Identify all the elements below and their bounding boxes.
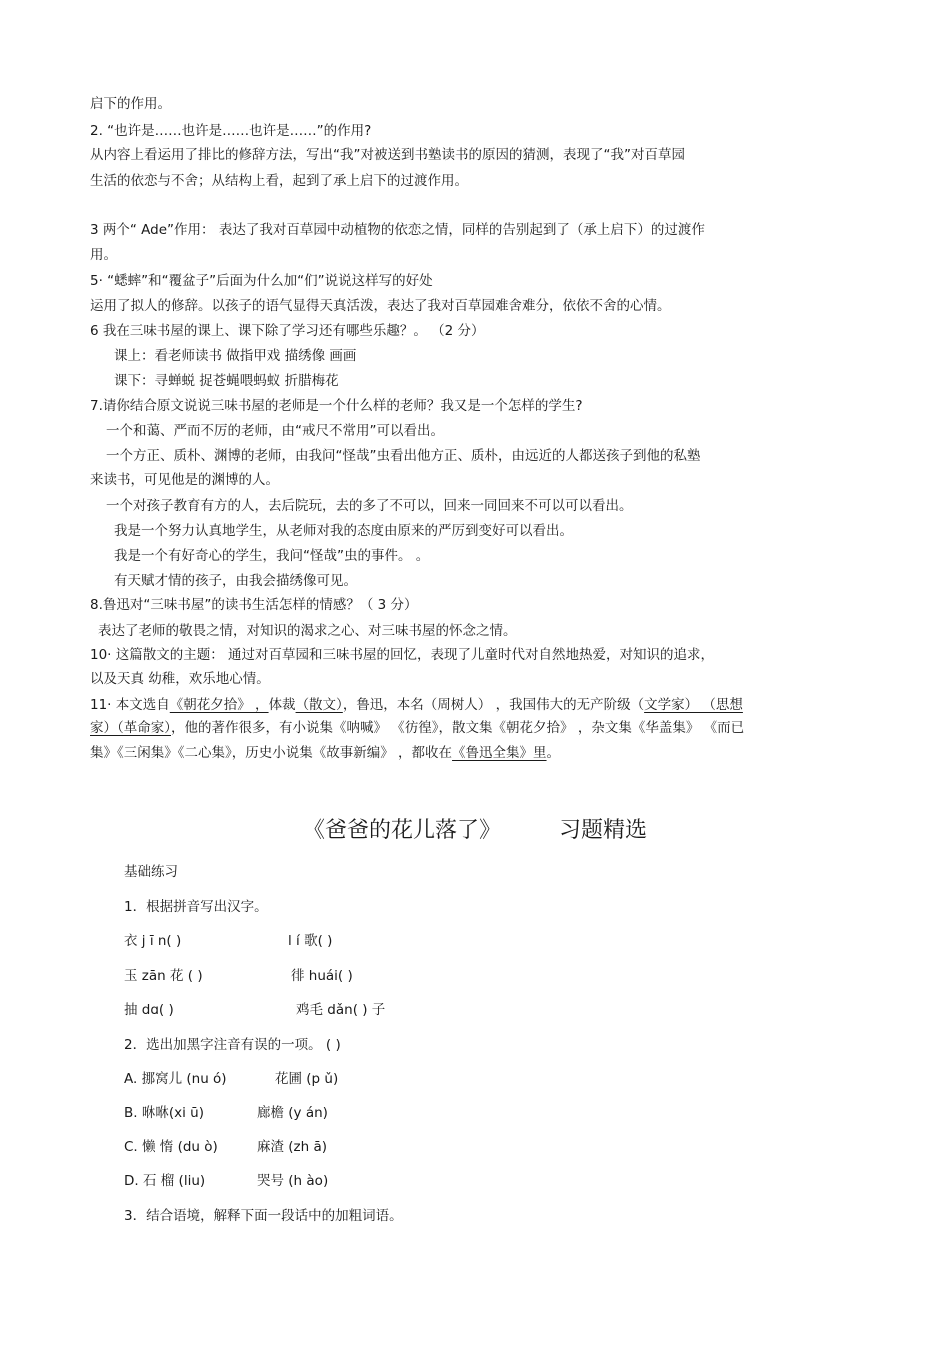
question-2: 2. “也许是……也许是……也许是……”的作用? — [90, 123, 372, 139]
option-d: D. 石 榴 (liu) — [124, 1173, 206, 1189]
option-b-second: 廊檐 (y án) — [257, 1105, 328, 1121]
title-sub: 习题精选 — [559, 818, 648, 843]
answer-6-line-2: 课下：寻蝉蜕 捉苍蝇喂蚂蚁 折腊梅花 — [114, 373, 339, 389]
pinyin-item: l í 歌( ) — [288, 933, 333, 949]
answer-7-line-2: 一个方正、质朴、渊博的老师，由我问“怪哉”虫看出他方正、质朴，由远近的人都送孩子到他的私塾 — [106, 448, 701, 464]
option-c-second: 麻渣 (zh ā) — [257, 1139, 328, 1155]
answer-7-line-3: 来读书，可见他是的渊博的人。 — [90, 472, 279, 488]
option-d-second: 哭号 (h ào) — [257, 1173, 329, 1189]
exercise-2: 2．选出加黑字注音有误的一项。 ( ) — [124, 1037, 341, 1053]
question-11-line-2 — [90, 719, 744, 737]
question-5: 5· “蟋蟀”和“覆盆子”后面为什么加“们”说说这样写的好处 — [90, 273, 433, 289]
answer-7-line-6: 我是一个有好奇心的学生，我问“怪哉”虫的事件。 。 — [114, 548, 430, 564]
q11-text: ，他的著作很多，有小说集《呐喊》 《彷徨》，散文集《朝花夕拾》 ，杂文集《华盖集》 《而已 — [171, 720, 745, 736]
question-3-line-1: 3 两个“ Ade”作用： 表达了我对百草园中动植物的依恋之情，同样的告别起到了（承上启下）的过渡作 — [90, 222, 705, 238]
exercise-3: 3．结合语境，解释下面一段话中的加粗词语。 — [124, 1208, 403, 1224]
option-a-second: 花圃 (p ǔ) — [275, 1071, 339, 1087]
question-11-line-3 — [90, 744, 560, 762]
section-heading: 基础练习 — [124, 864, 178, 880]
q11-text: 集》《三闲集》《二心集》，历史小说集《故事新编》 ，都收在 — [90, 745, 453, 761]
q11-text: 11· 本文选自 — [90, 697, 170, 713]
q11-identity: 家）（革命家） — [90, 720, 171, 736]
question-11-line-1 — [90, 696, 743, 714]
pinyin-item: 衣 j ī n( ) — [124, 933, 182, 949]
answer-2-line-2: 生活的依恋与不舍；从结构上看，起到了承上启下的过渡作用。 — [90, 173, 468, 189]
question-7: 7.请你结合原文说说三味书屋的老师是一个什么样的老师？我又是一个怎样的学生? — [90, 398, 583, 414]
page-title — [0, 816, 950, 846]
question-8: 8.鲁迅对“三味书屋”的读书生活怎样的情感？（ 3 分） — [90, 597, 418, 613]
answer-7-line-7: 有天赋才情的孩子，由我会描绣像可见。 — [114, 573, 357, 589]
option-a: A. 挪窝儿 (nu ó) — [124, 1071, 227, 1087]
question-10-line-2: 以及天真 幼稚，欢乐地心情。 — [90, 671, 270, 687]
q11-text: 体裁 — [268, 697, 296, 713]
pinyin-item: 徘 huái( ) — [291, 968, 353, 984]
answer-2-line-1: 从内容上看运用了排比的修辞方法，写出“我”对被送到书塾读书的原因的猜测，表现了“我”对百草园 — [90, 147, 685, 163]
option-b: B. 咻咻(xi ū) — [124, 1105, 204, 1121]
pinyin-item: 鸡毛 dǎn( ) 子 — [296, 1002, 386, 1018]
answer-6-line-1: 课上：看老师读书 做指甲戏 描绣像 画画 — [114, 348, 357, 364]
answer-8: 表达了老师的敬畏之情，对知识的渴求之心、对三味书屋的怀念之情。 — [98, 623, 517, 639]
answer-7-line-4: 一个对孩子教育有方的人，去后院玩，去的多了不可以，回来一同回来不可以可以看出。 — [106, 498, 633, 514]
option-c: C. 懒 惰 (du ò) — [124, 1139, 218, 1155]
question-3-line-2: 用。 — [90, 247, 117, 263]
q11-text: 。 — [546, 745, 561, 761]
answer-7-line-1: 一个和蔼、严而不厉的老师，由“戒尺不常用”可以看出。 — [106, 423, 444, 439]
q11-collection: 《鲁迅全集》里 — [452, 745, 547, 761]
question-6: 6 我在三味书屋的课上、课下除了学习还有哪些乐趣？。 （2 分） — [90, 323, 485, 339]
pinyin-item: 抽 dɑ( ) — [124, 1002, 174, 1018]
answer-5: 运用了拟人的修辞。以孩子的语气显得天真活泼，表达了我对百草园难舍难分，依依不舍的心情。 — [90, 298, 671, 314]
q11-genre: （散文） — [295, 697, 343, 713]
title-main: 《爸爸的花儿落了》 — [302, 818, 501, 843]
q11-text: ，鲁迅，本名（周树人） ，我国伟大的无产阶级（ — [342, 697, 645, 713]
text-line: 启下的作用。 — [90, 96, 171, 112]
q11-identity: 文学家） （思想 — [644, 697, 743, 713]
q11-book-title: 《朝花夕拾》 ， — [169, 697, 269, 713]
answer-7-line-5: 我是一个努力认真地学生，从老师对我的态度由原来的严厉到变好可以看出。 — [114, 523, 573, 539]
exercise-1: 1．根据拼音写出汉字。 — [124, 899, 268, 915]
question-10-line-1: 10· 这篇散文的主题： 通过对百草园和三味书屋的回忆，表现了儿童时代对自然地热爱，对知识的追求， — [90, 647, 715, 663]
pinyin-item: 玉 zān 花 ( ) — [124, 968, 203, 984]
